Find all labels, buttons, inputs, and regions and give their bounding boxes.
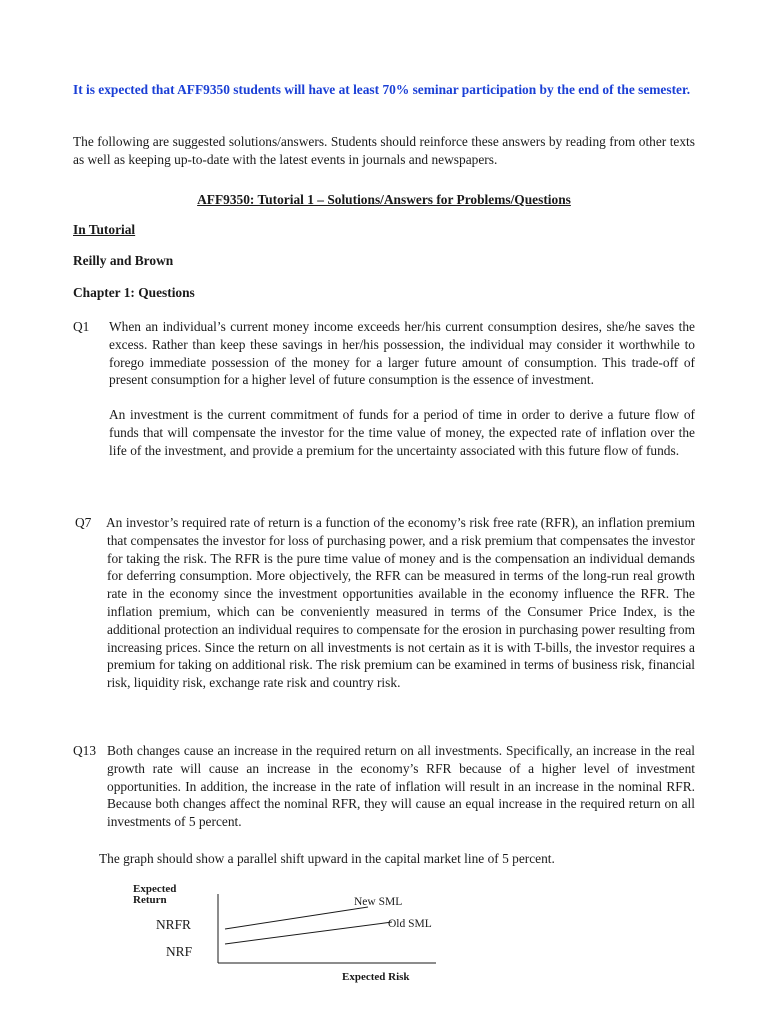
question-number: Q1 [73,319,90,334]
chapter-heading: Chapter 1: Questions [73,285,195,300]
new-sml-label: New SML [354,896,403,908]
question-q7 [73,514,695,692]
sml-graph [130,880,460,990]
y-axis-label: Expected Return [133,883,177,906]
question-q1 [73,318,695,460]
book-heading: Reilly and Brown [73,253,174,268]
question-q13 [73,742,695,831]
answer-paragraph: An investment is the current commitment of funds for a period of time in order to derive a future flow of funds that will compensate the investor for the time value of money, the expected rate of inflation over the life of the investment, and provide a premium for the uncertainty associated with this future flow of funds. [109,407,695,458]
answer-paragraph: Both changes cause an increase in the required return on all investments. Specifically, an increase in the real growth rate will cause an increase in the economy’s RFR because of a higher level of investment opportunities. In addition, the increase in the rate of inflation will result in an increase in the nominal RFR. Because both changes affect the nominal RFR, they will cause an equal increase in the required return on all investments of 5 percent. [107,743,695,830]
participation-notice: It is expected that AFF9350 students will have at least 70% seminar participation by the end of the semester. [73,82,691,97]
intro-paragraph: The following are suggested solutions/answers. Students should reinforce these answers by reading from other texts as well as keeping up-to-date with the latest events in journals and newspapers. [73,134,695,167]
question-number: Q13 [73,743,97,758]
nrf-label: NRF [166,944,193,959]
old-sml-label: Old SML [388,918,432,930]
sml-graph-svg [130,880,460,990]
question-number: Q7 [75,515,92,530]
nrfr-label: NRFR [156,917,191,932]
graph-note: The graph should show a parallel shift upward in the capital market line of 5 percent. [99,851,555,866]
answer-paragraph: An investor’s required rate of return is a function of the economy’s risk free rate (RFR), an inflation premium that compensates the investor for loss of purchasing power, and a risk premium that compensates the investor for taking the risk. The RFR is the pure time value of money and is the compensation an individual demands for deferring consumption. More objectively, the RFR can be measured in terms of the long-run real growth rate in the economy since the investment opportunities available in the economy influence the RFR. The inflation premium, which can be conveniently measured in terms of the Consumer Price Index, is the additional protection an individual requires to compensate for the erosion in purchasing power resulting from increasing prices. Since the return on all investments is not certain as it is with T-bills, the investor requires a premium for taking on additional risk. The risk premium can be examined in terms of business risk, financial risk, liquidity risk, exchange rate risk and country risk. [106,515,695,691]
answer-paragraph: When an individual’s current money income exceeds her/his current consumption desires, she/he saves the excess. Rather than keep these savings in her/his possession, the individual may consider it worthwhile to forego immediate possession of the money for a larger future amount of consumption. This trade-off of present consumption for a higher level of future consumption is the essence of investment. [109,319,695,388]
tutorial-title: AFF9350: Tutorial 1 – Solutions/Answers for Problems/Questions [197,192,571,207]
x-axis-label: Expected Risk [342,971,410,983]
new-sml-line [225,907,368,929]
section-heading: In Tutorial [73,222,136,237]
